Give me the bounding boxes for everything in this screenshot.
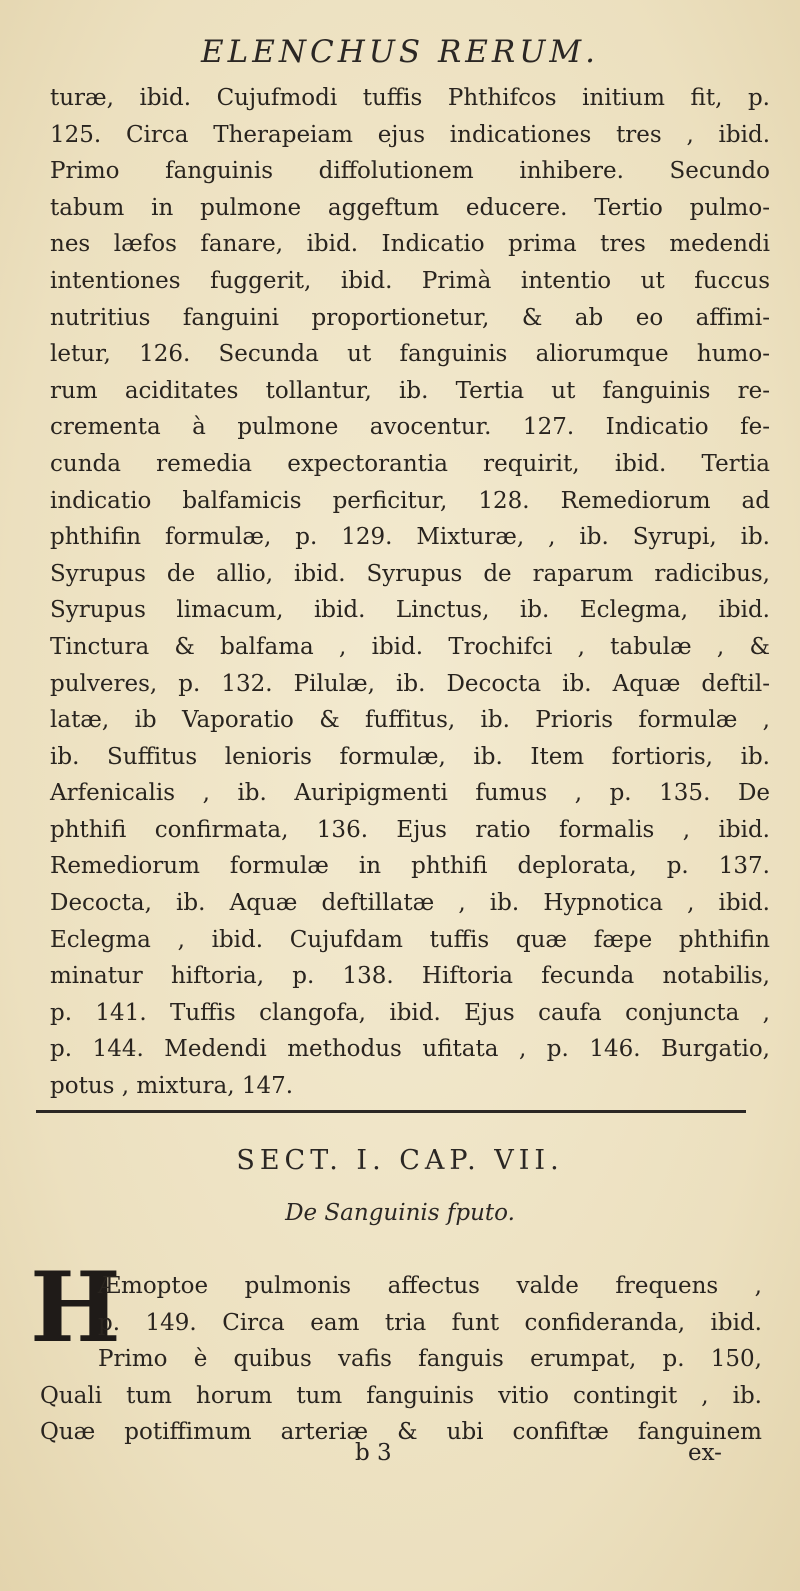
index-line: Primo fanguinis diffolutionem inhibere. Secundo	[50, 158, 770, 185]
index-line: indicatio balfamicis perficitur, 128. Remediorum ad	[50, 487, 770, 514]
index-line: crementa à pulmone avocentur. 127. Indicatio fe-	[50, 414, 770, 441]
index-line: tabum in pulmone aggeftum educere. Tertio pulmo-	[50, 194, 770, 221]
section-divider-rule	[36, 1110, 746, 1113]
index-line: Arfenicalis , ib. Auripigmenti fumus , p. 135. De	[50, 780, 770, 807]
chapter-line: Quæ potiffimum arteriæ & ubi confiftæ fanguinem	[40, 1419, 762, 1445]
index-line: nes læfos fanare, ibid. Indicatio prima tres medendi	[50, 231, 770, 258]
index-line: intentiones fuggerit, ibid. Primà intentio ut fuccus	[50, 267, 770, 294]
index-line: turæ, ibid. Cujufmodi tuffis Phthifcos initium fit, p.	[50, 85, 770, 111]
chapter-line: p. 149. Circa eam tria funt confideranda, ibid.	[98, 1309, 762, 1336]
index-line: ib. Suffitus lenioris formulæ, ib. Item fortioris, ib.	[50, 743, 770, 770]
signature-mark: b 3	[355, 1440, 392, 1466]
index-line: minatur hiftoria, p. 138. Hiftoria fecunda notabilis,	[50, 963, 770, 990]
chapter-line: Primo è quibus vafis fanguis erumpat, p. 150,	[98, 1346, 762, 1372]
index-line: pulveres, p. 132. Pilulæ, ib. Decocta ib. Aquæ deftil-	[50, 670, 770, 697]
drop-cap: H	[30, 1251, 121, 1364]
index-line: p. 141. Tuffis clangofa, ibid. Ejus caufa conjuncta ,	[50, 999, 770, 1026]
index-line: Decocta, ib. Aquæ deftillatæ , ib. Hypnotica , ibid.	[50, 890, 770, 917]
index-line: phthifi confirmata, 136. Ejus ratio formalis , ibid.	[50, 816, 770, 843]
index-entries	[50, 80, 770, 1105]
index-line: Remediorum formulæ in phthifi deplorata, p. 137.	[50, 853, 770, 880]
index-line: latæ, ib Vaporatio & fuffitus, ib. Prioris formulæ ,	[50, 707, 770, 734]
index-line: phthifin formulæ, p. 129. Mixturæ, , ib. Syrupi, ib.	[50, 524, 770, 551]
index-line: Eclegma , ibid. Cujufdam tuffis quæ fæpe phthifin	[50, 926, 770, 953]
index-line: rum aciditates tollantur, ib. Tertia ut fanguinis re-	[50, 377, 770, 404]
page-footer	[0, 1440, 800, 1480]
index-line: 125. Circa Therapeiam ejus indicationes tres , ibid.	[50, 121, 770, 148]
running-head: ELENCHUS RERUM.	[201, 34, 599, 70]
index-line: Syrupus limacum, ibid. Linctus, ib. Eclegma, ibid.	[50, 597, 770, 624]
index-line: letur, 126. Secunda ut fanguinis aliorumque humo-	[50, 341, 770, 368]
chapter-line: Æmoptoe pulmonis affectus valde frequens ,	[98, 1273, 762, 1299]
index-line: cunda remedia expectorantia requirit, ibid. Tertia	[50, 450, 770, 477]
section-subtitle: De Sanguinis fputo.	[285, 1200, 515, 1226]
section-heading: SECT. I. CAP. VII.	[236, 1145, 564, 1176]
index-line: Syrupus de allio, ibid. Syrupus de raparum radicibus,	[50, 560, 770, 587]
catchword: ex-	[688, 1440, 722, 1466]
index-line: potus , mixtura, 147.	[50, 1073, 294, 1100]
index-line: nutritius fanguini proportionetur, & ab eo affimi-	[50, 304, 770, 331]
index-line: Tinctura & balfama , ibid. Trochifci , tabulæ , &	[50, 633, 770, 660]
chapter-entries	[40, 1268, 762, 1451]
index-line: p. 144. Medendi methodus ufitata , p. 146. Burgatio,	[50, 1036, 770, 1063]
chapter-line: Quali tum horum tum fanguinis vitio contingit , ib.	[40, 1382, 762, 1409]
